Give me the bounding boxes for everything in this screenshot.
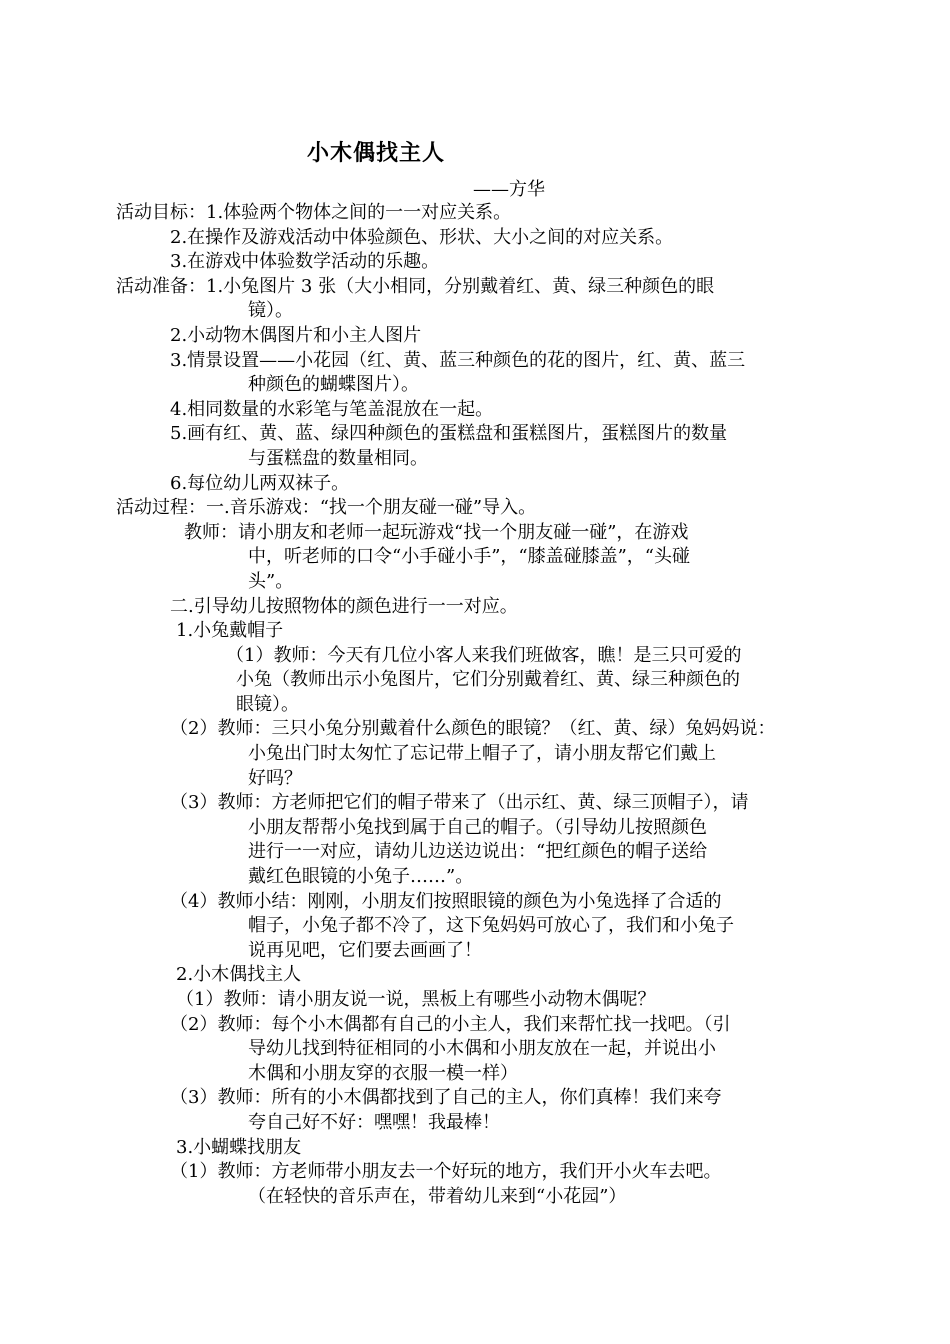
- paragraph-line: 活动过程：一.音乐游戏：“找一个朋友碰一碰”导入。: [116, 497, 537, 519]
- paragraph-line: （2）教师：三只小兔分别戴着什么颜色的眼镜？（红、黄、绿）兔妈妈说：: [170, 718, 776, 740]
- paragraph-line: （1）教师：今天有几位小客人来我们班做客，瞧！是三只可爱的: [226, 644, 742, 666]
- document-title: 小木偶找主人: [307, 141, 446, 166]
- paragraph-line: 6.每位幼儿两双袜子。: [170, 472, 350, 494]
- paragraph-line: 3.情景设置——小花园（红、黄、蓝三种颜色的花的图片，红、黄、蓝三: [170, 349, 746, 371]
- paragraph-line: 戴红色眼镜的小兔子……”。: [248, 866, 474, 888]
- paragraph-line: 5.画有红、黄、蓝、绿四种颜色的蛋糕盘和蛋糕图片，蛋糕图片的数量: [170, 423, 728, 445]
- paragraph-line: 3.小蝴蝶找朋友: [176, 1136, 302, 1158]
- paragraph-line: 活动目标：1.体验两个物体之间的一一对应关系。: [116, 202, 512, 223]
- paragraph-line: 镜）。: [248, 300, 293, 322]
- paragraph-line: 导幼儿找到特征相同的小木偶和小朋友放在一起，并说出小: [248, 1038, 716, 1060]
- paragraph-line: （3）教师：方老师把它们的帽子带来了（出示红、黄、绿三顶帽子），请: [170, 792, 749, 814]
- paragraph-line: 教师：请小朋友和老师一起玩游戏“找一个朋友碰一碰”，在游戏: [184, 521, 689, 543]
- paragraph-line: 中，听老师的口令“小手碰小手”，“膝盖碰膝盖”，“头碰: [248, 546, 691, 568]
- paragraph-line: 小兔出门时太匆忙了忘记带上帽子了，请小朋友帮它们戴上: [248, 743, 716, 765]
- paragraph-line: （1）教师：方老师带小朋友去一个好玩的地方，我们开小火车去吧。: [170, 1161, 722, 1183]
- paragraph-line: 夸自己好不好：嘿嘿！我最棒！: [248, 1111, 500, 1133]
- paragraph-line: 进行一一对应，请幼儿边送边说出：“把红颜色的帽子送给: [248, 841, 708, 863]
- paragraph-line: 与蛋糕盘的数量相同。: [248, 447, 428, 469]
- paragraph-line: 2.小动物木偶图片和小主人图片: [170, 324, 422, 346]
- paragraph-line: 种颜色的蝴蝶图片）。: [248, 374, 419, 396]
- paragraph-line: 3.在游戏中体验数学活动的乐趣。: [170, 251, 440, 273]
- paragraph-line: （在轻快的音乐声在，带着幼儿来到“小花园”）: [248, 1185, 627, 1207]
- paragraph-line: 说再见吧，它们要去画画了！: [248, 939, 482, 961]
- paragraph-line: 小兔（教师出示小兔图片，它们分别戴着红、黄、绿三种颜色的: [236, 669, 740, 691]
- paragraph-line: 活动准备：1.小兔图片 3 张（大小相同，分别戴着红、黄、绿三种颜色的眼: [116, 275, 715, 297]
- paragraph-line: （2）教师：每个小木偶都有自己的小主人，我们来帮忙找一找吧。（引: [170, 1013, 731, 1035]
- paragraph-line: 2.在操作及游戏活动中体验颜色、形状、大小之间的对应关系。: [170, 226, 674, 248]
- paragraph-line: 2.小木偶找主人: [176, 964, 302, 986]
- paragraph-line: 好吗？: [248, 767, 302, 789]
- paragraph-line: 1.小兔戴帽子: [176, 620, 284, 642]
- paragraph-line: 头”。: [248, 570, 294, 592]
- paragraph-line: 眼镜）。: [236, 693, 299, 715]
- paragraph-line: 二.引导幼儿按照物体的颜色进行一一对应。: [170, 595, 518, 617]
- paragraph-line: （1）教师：请小朋友说一说，黑板上有哪些小动物木偶呢？: [176, 989, 656, 1010]
- paragraph-line: 木偶和小朋友穿的衣服一模一样）: [248, 1062, 518, 1084]
- paragraph-line: 帽子，小兔子都不冷了，这下兔妈妈可放心了，我们和小兔子: [248, 915, 734, 937]
- paragraph-line: 小朋友帮帮小兔找到属于自己的帽子。（引导幼儿按照颜色: [248, 816, 707, 838]
- paragraph-line: （3）教师：所有的小木偶都找到了自己的主人，你们真棒！我们来夸: [170, 1087, 722, 1109]
- paragraph-line: （4）教师小结：刚刚，小朋友们按照眼镜的颜色为小兔选择了合适的: [170, 890, 722, 912]
- paragraph-line: 4.相同数量的水彩笔与笔盖混放在一起。: [170, 398, 494, 420]
- document-author: ——方华: [473, 179, 545, 200]
- document-body: [0, 201, 950, 1209]
